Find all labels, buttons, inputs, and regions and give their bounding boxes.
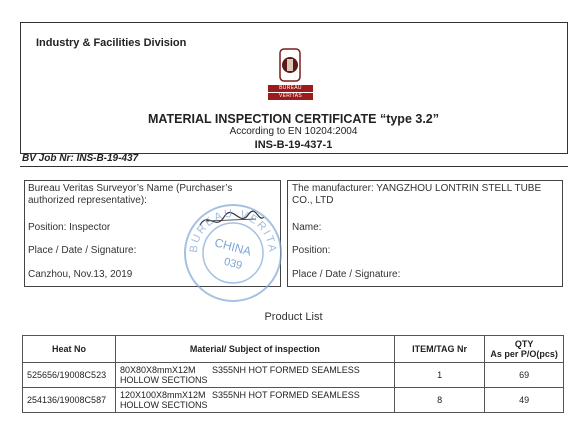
logo-text-bottom: VERITAS — [268, 93, 313, 100]
table-header-row — [23, 336, 564, 363]
inspection-stamp — [182, 202, 284, 304]
manufacturer-place-label: Place / Date / Signature: — [292, 269, 401, 280]
header-heat-no: Heat No — [23, 336, 116, 363]
product-table — [22, 335, 564, 413]
certificate-title: MATERIAL INSPECTION CERTIFICATE “type 3.2” — [148, 112, 439, 126]
division-name: Industry & Facilities Division — [36, 37, 187, 49]
surveyor-place-value: Canzhou, Nov.13, 2019 — [28, 269, 133, 280]
stamp-code: 039 — [222, 255, 244, 273]
certificate-standard: According to EN 10204:2004 — [229, 126, 358, 137]
surveyor-place-label: Place / Date / Signature: — [28, 245, 137, 256]
cell-item-tag: 8 — [394, 388, 485, 413]
cell-material — [115, 388, 394, 413]
header-qty-line1: QTY — [514, 339, 534, 349]
svg-text:BUREAU VERITAS: BUREAU VERITA — [187, 207, 279, 255]
header-qty — [485, 336, 564, 363]
certificate-number: INS-B-19-437-1 — [254, 139, 333, 151]
cell-qty: 49 — [485, 388, 564, 413]
manufacturer-label: The manufacturer: YANGZHOU LONTRIN STELL TUBE CO., LTD — [292, 183, 542, 206]
product-list-title: Product List — [264, 311, 323, 323]
cell-item-tag: 1 — [394, 363, 485, 388]
cell-desc2: HOLLOW SECTIONS — [119, 375, 208, 385]
stamp-country: CHINA — [213, 235, 253, 259]
manufacturer-name-label: Name: — [292, 222, 322, 233]
cell-desc: S355NH HOT FORMED SEAMLESS — [211, 390, 360, 400]
table-row — [23, 388, 564, 413]
cell-desc: S355NH HOT FORMED SEAMLESS — [211, 365, 360, 375]
manufacturer-position-label: Position: — [292, 245, 331, 256]
table-row — [23, 363, 564, 388]
cell-qty: 69 — [485, 363, 564, 388]
job-number: BV Job Nr: INS-B-19-437 — [22, 153, 139, 164]
header-material: Material/ Subject of inspection — [115, 336, 394, 363]
logo-text-top: BUREAU — [268, 85, 313, 92]
cell-desc2: HOLLOW SECTIONS — [119, 400, 208, 410]
surveyor-position: Position: Inspector — [28, 222, 111, 233]
header-qty-line2: As per P/O(pcs) — [490, 349, 558, 359]
cell-size: 80X80X8mmX12M — [119, 365, 196, 375]
cell-material — [115, 363, 394, 388]
cell-heat-no: 254136/19008C587 — [23, 388, 116, 413]
cell-heat-no: 525656/19008C523 — [23, 363, 116, 388]
manufacturer-box — [287, 180, 563, 287]
cell-size: 120X100X8mmX12M — [119, 390, 206, 400]
header-item-tag: ITEM/TAG Nr — [394, 336, 485, 363]
surveyor-name-label: Bureau Veritas Surveyor’s Name (Purchaser’s authorized representative): — [28, 183, 233, 206]
